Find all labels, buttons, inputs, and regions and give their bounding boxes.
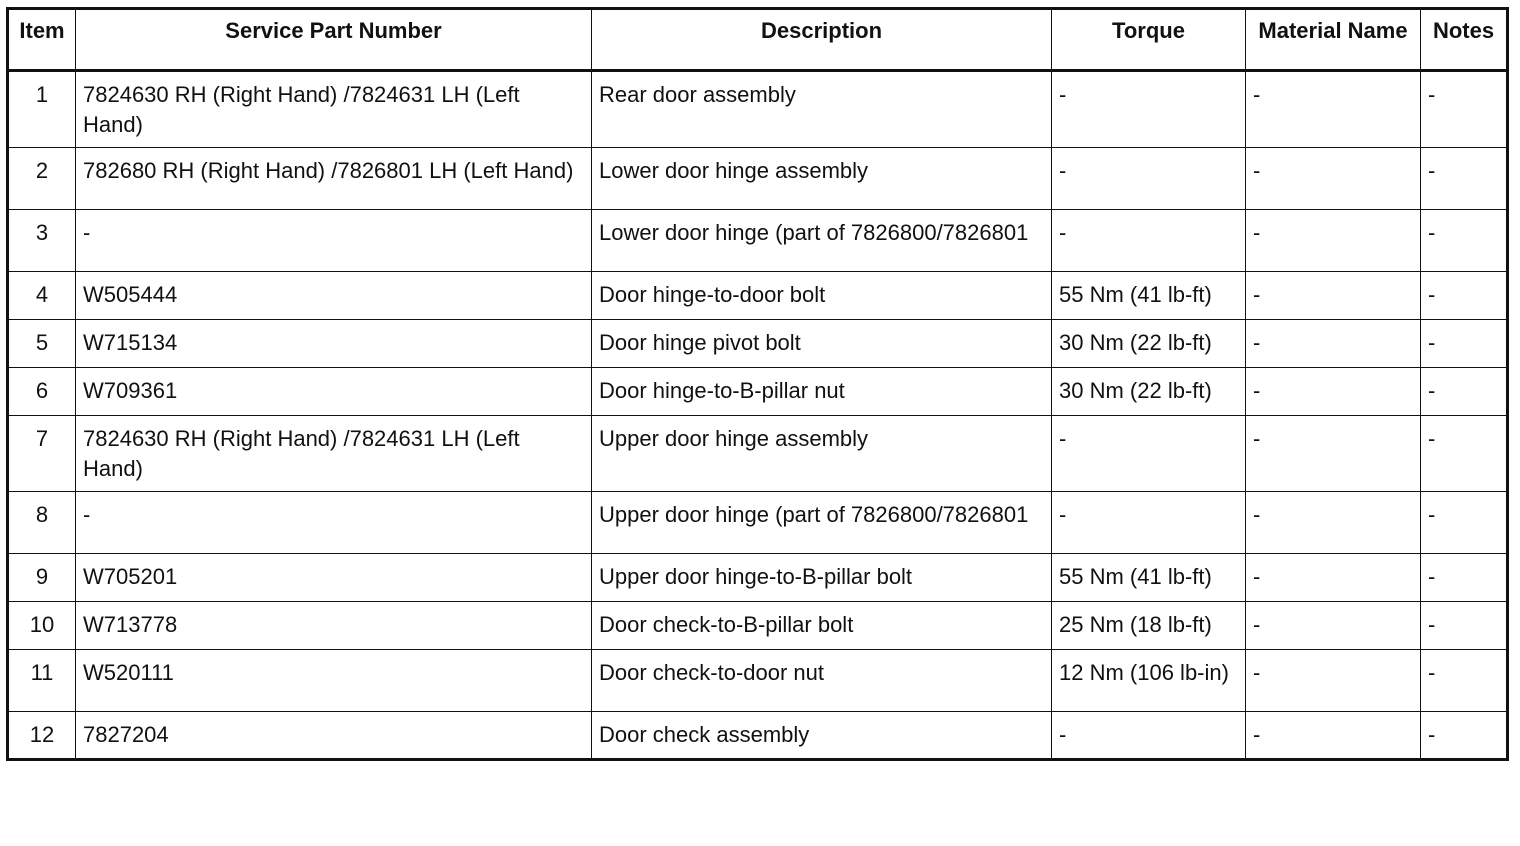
material-cell: - <box>1246 554 1421 602</box>
torque-cell: - <box>1052 492 1246 554</box>
notes-cell: - <box>1421 602 1508 650</box>
notes-cell: - <box>1421 554 1508 602</box>
part-number-cell: W713778 <box>76 602 592 650</box>
part-number-cell: W709361 <box>76 368 592 416</box>
material-cell: - <box>1246 210 1421 272</box>
description-cell: Upper door hinge-to-B-pillar bolt <box>592 554 1052 602</box>
material-cell: - <box>1246 148 1421 210</box>
table-row <box>8 602 1508 650</box>
description-cell: Upper door hinge (part of 7826800/7826801 <box>592 492 1052 554</box>
description-cell: Door check-to-B-pillar bolt <box>592 602 1052 650</box>
table-row <box>8 492 1508 554</box>
description-cell: Door hinge pivot bolt <box>592 320 1052 368</box>
item-cell: 10 <box>8 602 76 650</box>
torque-cell: - <box>1052 712 1246 760</box>
notes-cell: - <box>1421 492 1508 554</box>
part-number-cell: 782680 RH (Right Hand) /7826801 LH (Left Hand) <box>76 148 592 210</box>
table-row <box>8 272 1508 320</box>
material-cell: - <box>1246 272 1421 320</box>
header-material-name: Material Name <box>1246 9 1421 71</box>
part-number-cell: W520111 <box>76 650 592 712</box>
notes-cell: - <box>1421 712 1508 760</box>
material-cell: - <box>1246 602 1421 650</box>
notes-cell: - <box>1421 210 1508 272</box>
item-cell: 6 <box>8 368 76 416</box>
header-service-part-number: Service Part Number <box>76 9 592 71</box>
description-cell: Rear door assembly <box>592 71 1052 148</box>
table-row <box>8 71 1508 148</box>
torque-cell: - <box>1052 416 1246 492</box>
part-number-cell: 7824630 RH (Right Hand) /7824631 LH (Left Hand) <box>76 416 592 492</box>
table-row <box>8 320 1508 368</box>
header-torque: Torque <box>1052 9 1246 71</box>
table-row <box>8 368 1508 416</box>
torque-cell: 25 Nm (18 lb-ft) <box>1052 602 1246 650</box>
notes-cell: - <box>1421 368 1508 416</box>
part-number-cell: 7824630 RH (Right Hand) /7824631 LH (Left Hand) <box>76 71 592 148</box>
notes-cell: - <box>1421 650 1508 712</box>
torque-cell: 30 Nm (22 lb-ft) <box>1052 320 1246 368</box>
description-cell: Lower door hinge assembly <box>592 148 1052 210</box>
material-cell: - <box>1246 368 1421 416</box>
item-cell: 1 <box>8 71 76 148</box>
notes-cell: - <box>1421 71 1508 148</box>
description-cell: Door hinge-to-B-pillar nut <box>592 368 1052 416</box>
table-row <box>8 210 1508 272</box>
item-cell: 4 <box>8 272 76 320</box>
parts-table-container <box>6 7 1509 761</box>
part-number-cell: W505444 <box>76 272 592 320</box>
table-row <box>8 712 1508 760</box>
torque-cell: - <box>1052 71 1246 148</box>
table-row <box>8 416 1508 492</box>
material-cell: - <box>1246 71 1421 148</box>
material-cell: - <box>1246 712 1421 760</box>
description-cell: Upper door hinge assembly <box>592 416 1052 492</box>
torque-cell: 55 Nm (41 lb-ft) <box>1052 554 1246 602</box>
material-cell: - <box>1246 416 1421 492</box>
header-description: Description <box>592 9 1052 71</box>
torque-cell: - <box>1052 148 1246 210</box>
notes-cell: - <box>1421 148 1508 210</box>
torque-cell: 30 Nm (22 lb-ft) <box>1052 368 1246 416</box>
table-header-row <box>8 9 1508 71</box>
item-cell: 8 <box>8 492 76 554</box>
torque-cell: 55 Nm (41 lb-ft) <box>1052 272 1246 320</box>
material-cell: - <box>1246 650 1421 712</box>
description-cell: Door check-to-door nut <box>592 650 1052 712</box>
item-cell: 5 <box>8 320 76 368</box>
material-cell: - <box>1246 492 1421 554</box>
table-row <box>8 554 1508 602</box>
item-cell: 3 <box>8 210 76 272</box>
part-number-cell: - <box>76 492 592 554</box>
material-cell: - <box>1246 320 1421 368</box>
item-cell: 11 <box>8 650 76 712</box>
notes-cell: - <box>1421 416 1508 492</box>
notes-cell: - <box>1421 272 1508 320</box>
description-cell: Door hinge-to-door bolt <box>592 272 1052 320</box>
header-item: Item <box>8 9 76 71</box>
item-cell: 2 <box>8 148 76 210</box>
description-cell: Door check assembly <box>592 712 1052 760</box>
torque-cell: - <box>1052 210 1246 272</box>
table-row <box>8 650 1508 712</box>
item-cell: 12 <box>8 712 76 760</box>
table-row <box>8 148 1508 210</box>
part-number-cell: 7827204 <box>76 712 592 760</box>
header-notes: Notes <box>1421 9 1508 71</box>
part-number-cell: W715134 <box>76 320 592 368</box>
torque-cell: 12 Nm (106 lb-in) <box>1052 650 1246 712</box>
notes-cell: - <box>1421 320 1508 368</box>
item-cell: 9 <box>8 554 76 602</box>
description-cell: Lower door hinge (part of 7826800/7826801 <box>592 210 1052 272</box>
part-number-cell: - <box>76 210 592 272</box>
part-number-cell: W705201 <box>76 554 592 602</box>
item-cell: 7 <box>8 416 76 492</box>
parts-table <box>6 7 1509 761</box>
